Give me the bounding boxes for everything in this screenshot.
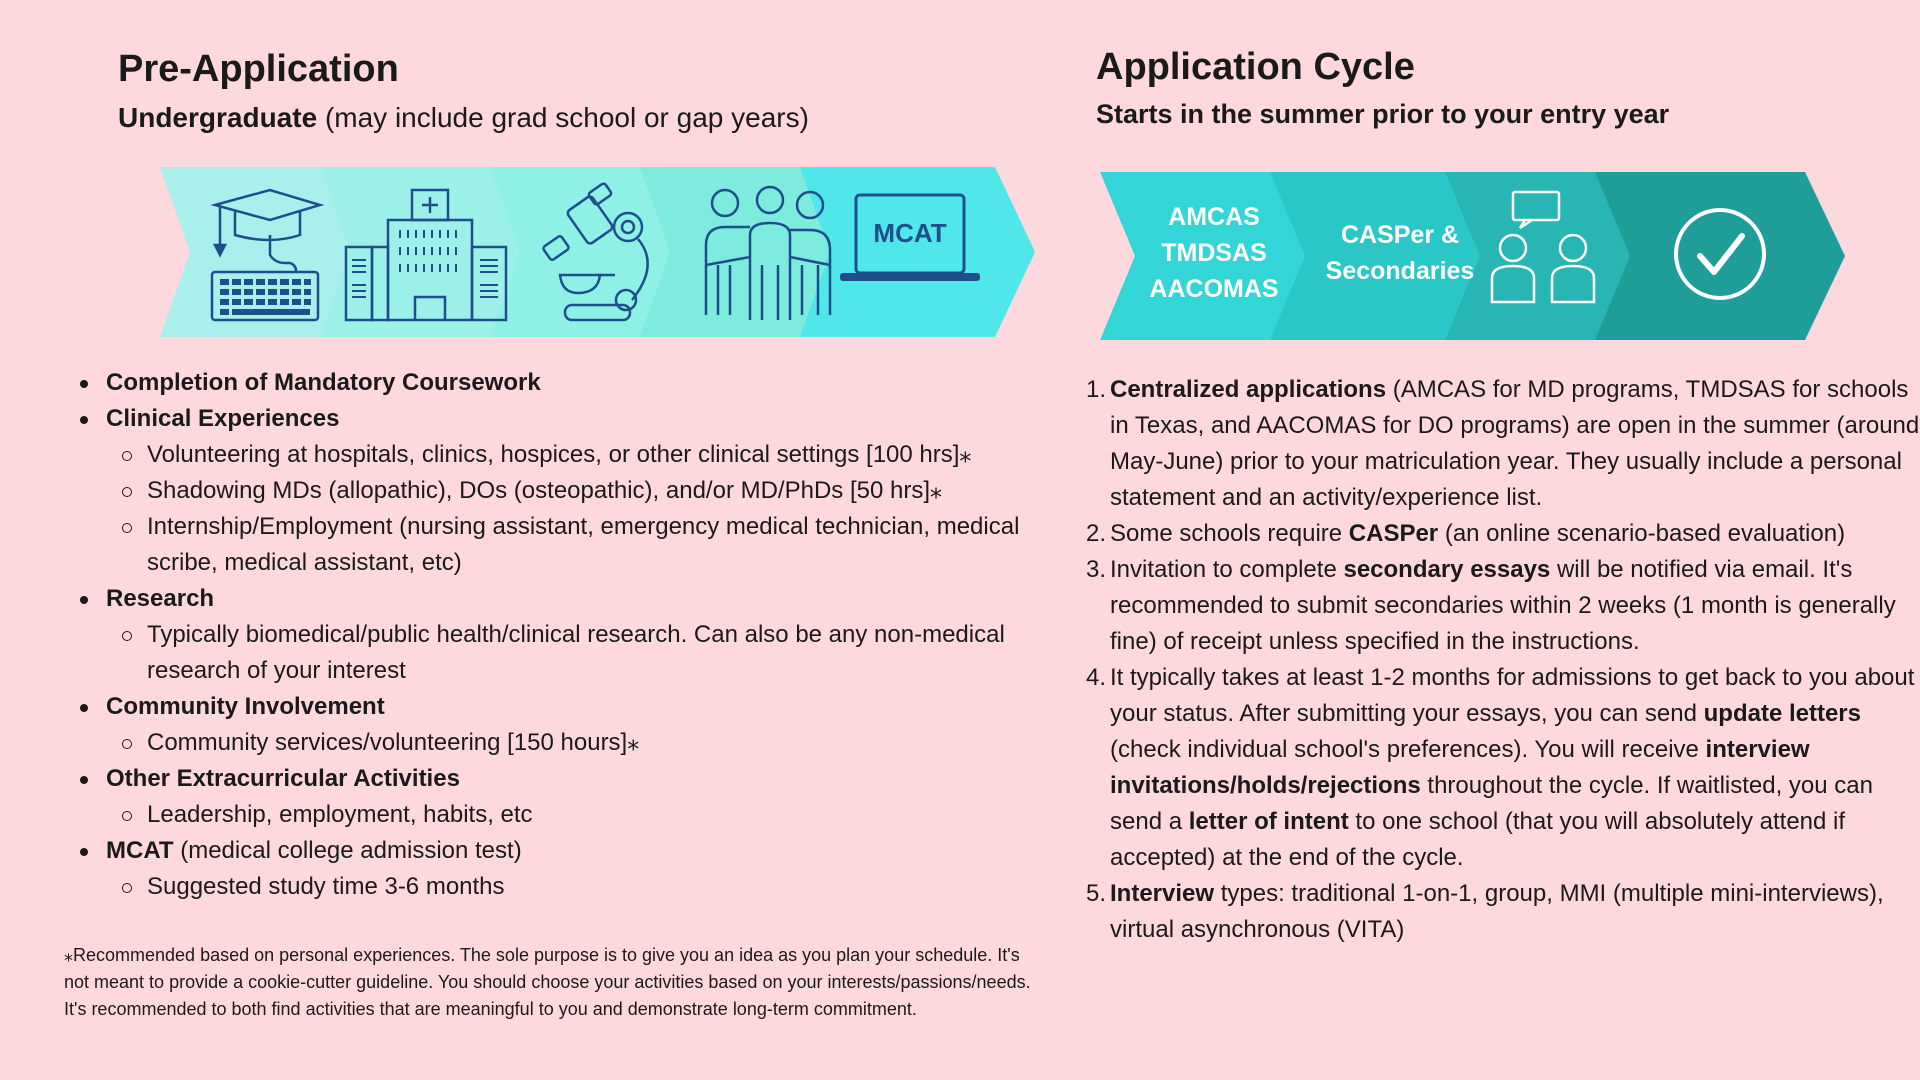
list-item <box>66 401 1026 581</box>
sub-list-item: Typically biomedical/public health/clinical research. Can also be any non-medical research of your interest <box>106 617 1026 689</box>
sub-list <box>106 869 1026 905</box>
list-item-label: Research <box>106 585 215 612</box>
list-item <box>66 689 1026 761</box>
list-item-label: Clinical Experiences <box>106 405 340 432</box>
sub-list-item: Leadership, employment, habits, etc <box>106 797 1026 833</box>
application-cycle-title: Application Cycle <box>1096 46 1415 88</box>
list-item-label: Community Involvement <box>106 693 385 720</box>
sub-list-item: Suggested study time 3-6 months <box>106 869 1026 905</box>
step-number: 5. <box>1086 880 1107 907</box>
step-text: (an online scenario-based evaluation) <box>1438 520 1846 547</box>
step-emphasis: update letters <box>1703 700 1861 727</box>
banner-amcas-label: AMCAS <box>1168 203 1260 231</box>
application-cycle-subtitle: Starts in the summer prior to your entry year <box>1096 99 1670 129</box>
step-number: 3. <box>1086 556 1107 583</box>
banner-casper-label: CASPer & <box>1340 221 1460 249</box>
step-number: 2. <box>1086 520 1107 547</box>
step-emphasis: secondary essays <box>1343 556 1551 583</box>
pre-application-title: Pre-Application <box>118 48 399 90</box>
step-text: to one school (that you will absolutely attend if accepted) at the end of the cycle. <box>1110 808 1846 871</box>
step-item <box>1088 876 1920 948</box>
step-emphasis: Centralized applications <box>1110 376 1387 403</box>
sub-list-item: Volunteering at hospitals, clinics, hospices, or other clinical settings [100 hrs]⁎ <box>106 437 1026 473</box>
banner-segment <box>800 167 1035 337</box>
subtitle-main: Undergraduate <box>118 102 325 133</box>
banner-segment <box>1595 172 1845 340</box>
sub-list <box>106 725 1026 761</box>
application-steps-list <box>1088 372 1920 948</box>
pre-application-list <box>66 365 1026 905</box>
sub-list <box>106 437 1026 581</box>
banner-tmdsas-label: TMDSAS <box>1161 239 1267 267</box>
step-text: will be notified via email. It's recommended to submit secondaries within 2 weeks (1 month is generally fine) of receipt unless specified in the instructions. <box>1110 556 1896 655</box>
list-item <box>66 581 1026 689</box>
list-item-label: MCAT <box>106 837 174 864</box>
step-emphasis: Interview <box>1110 880 1215 907</box>
banner-aacomas-label: AACOMAS <box>1149 275 1279 303</box>
step-emphasis: letter of intent <box>1188 808 1349 835</box>
step-item <box>1088 516 1920 552</box>
sub-list-item: Community services/volunteering [150 hours]⁎ <box>106 725 1026 761</box>
sub-list <box>106 797 1026 833</box>
step-text: throughout the cycle. If waitlisted, you can send a <box>1110 772 1873 835</box>
step-text: types: traditional 1-on-1, group, MMI (multiple mini-interviews), virtual asynchronous (VITA) <box>1110 880 1884 943</box>
step-number: 4. <box>1086 664 1107 691</box>
subtitle-parenthetical: (may include grad school or gap years) <box>324 102 809 133</box>
list-item <box>66 761 1026 833</box>
list-item-detail: (medical college admission test) <box>173 837 522 864</box>
step-item <box>1088 660 1920 876</box>
application-cycle-section <box>1060 0 1920 1080</box>
step-text: Some schools require <box>1110 520 1349 547</box>
pre-application-subtitle <box>118 102 809 134</box>
step-item <box>1088 372 1920 516</box>
sub-list-item: Internship/Employment (nursing assistant, emergency medical technician, medical scribe, medical assistant, etc) <box>106 509 1026 581</box>
list-item <box>66 365 1026 401</box>
step-item <box>1088 552 1920 660</box>
list-item-label: Other Extracurricular Activities <box>106 765 460 792</box>
application-cycle-banner <box>1100 170 1850 342</box>
step-emphasis: interview invitations/holds/rejections <box>1110 736 1810 799</box>
list-item <box>66 833 1026 905</box>
step-text: It typically takes at least 1-2 months for admissions to get back to you about your status. After submitting your essays, you can send <box>1110 664 1915 727</box>
sub-list-item: Shadowing MDs (allopathic), DOs (osteopathic), and/or MD/PhDs [50 hrs]⁎ <box>106 473 1026 509</box>
step-text: (AMCAS for MD programs, TMDSAS for schools in Texas, and AACOMAS for DO programs) are open in the summer (around May-June) prior to your matriculation year. They usually include a personal statement and an activity/experience list. <box>1110 376 1920 511</box>
banner-secondaries-label: Secondaries <box>1325 257 1475 285</box>
step-text: Invitation to complete <box>1110 556 1344 583</box>
pre-application-banner <box>150 165 1040 340</box>
step-emphasis: CASPer <box>1348 520 1439 547</box>
step-text: (check individual school's preferences). You will receive <box>1110 736 1706 763</box>
sub-list <box>106 617 1026 689</box>
step-number: 1. <box>1086 376 1107 403</box>
list-item-label: Completion of Mandatory Coursework <box>106 369 541 396</box>
laptop-mcat-label: MCAT <box>873 218 947 248</box>
footnote: ⁎Recommended based on personal experiences. The sole purpose is to give you an idea as you plan your schedule. It's not meant to provide a cookie-cutter guideline. You should choose your activities based on your interests/passions/needs. It's recommended to both find activities that are meaningful to you and demonstrate long-term commitment. <box>64 945 1031 1019</box>
